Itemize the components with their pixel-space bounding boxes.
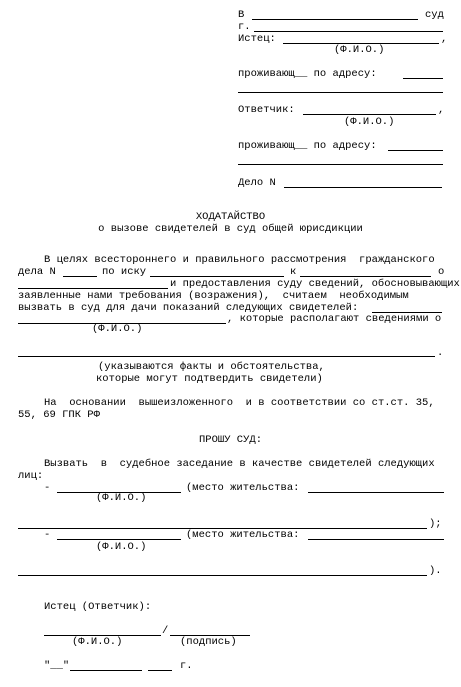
- court-prefix: В: [238, 9, 245, 21]
- defendant-address-label: проживающ__ по адресу:: [238, 140, 377, 152]
- signatory-label: Истец (Ответчик):: [44, 601, 152, 613]
- defendant-fio-hint: (Ф.И.О.): [344, 116, 395, 128]
- para1-line3: и предоставления суду сведений, обосновывающих: [170, 278, 460, 290]
- facts-field[interactable]: [18, 356, 435, 357]
- signature-hint: (подпись): [180, 636, 237, 648]
- plaintiff-label: Истец:: [238, 33, 276, 45]
- para1-case-label: дела N: [18, 266, 56, 278]
- para1-line4: заявленные нами требования (возражения), считаем необходимым: [18, 290, 409, 302]
- document-title: ХОДАТАЙСТВО: [195, 211, 266, 223]
- date-year-suffix: г.: [180, 660, 193, 672]
- para2-line2: 55, 69 ГПК РФ: [18, 409, 100, 421]
- plaintiff-address-field[interactable]: [403, 78, 443, 79]
- defendant-name-field[interactable]: [303, 114, 436, 115]
- plaintiff-address-field-2[interactable]: [238, 92, 443, 93]
- plaintiff-address-label: проживающ__ по адресу:: [238, 68, 377, 80]
- para1-claim-label: по иску: [102, 266, 147, 278]
- court-suffix: суд: [425, 9, 444, 21]
- request-title: ПРОШУ СУД:: [198, 434, 262, 446]
- facts-note-2: которые могут подтвердить свидетели): [96, 373, 323, 385]
- date-month-field[interactable]: [70, 670, 142, 671]
- facts-note-1: (указываются факты и обстоятельства,: [98, 361, 325, 373]
- claim-subject-field[interactable]: [18, 288, 168, 289]
- para1-line5: вызвать в суд для дачи показаний следующих свидетелей:: [18, 302, 359, 314]
- city-label: г.: [238, 21, 251, 33]
- witness-fio-hint: (Ф.И.О.): [92, 323, 143, 335]
- document-subtitle: о вызове свидетелей в суд общей юрисдикции: [98, 223, 363, 235]
- plaintiff-fio-hint: (Ф.И.О.): [334, 44, 385, 56]
- facts-end-dot: .: [437, 347, 444, 359]
- signatory-fio-hint: (Ф.И.О.): [72, 636, 123, 648]
- defendant-address-field-2[interactable]: [238, 164, 443, 165]
- claimant-field[interactable]: [150, 276, 284, 277]
- defendant-address-field[interactable]: [388, 150, 443, 151]
- para1-about-label: о: [438, 266, 445, 278]
- date-day-quote: "__": [44, 660, 70, 672]
- para1-line6: , которые располагают сведениями о: [227, 313, 442, 325]
- witness1-dash: -: [44, 482, 51, 494]
- case-no-field-2[interactable]: [63, 276, 97, 277]
- witness2-place-field[interactable]: [308, 539, 444, 540]
- witness2-fio-hint: (Ф.И.О.): [96, 541, 147, 553]
- witness2-place-label: (место жительства:: [186, 529, 300, 541]
- witness2-name-field[interactable]: [57, 539, 181, 540]
- para2-line1: На основании вышеизложенного и в соответствии со ст.ст. 35,: [44, 397, 435, 409]
- para1-against-label: к: [290, 266, 297, 278]
- witness1-place-label: (место жительства:: [186, 482, 300, 494]
- witness1-place-field[interactable]: [308, 492, 444, 493]
- city-field[interactable]: [254, 31, 443, 32]
- signature-slash: /: [162, 625, 169, 637]
- defendant-label: Ответчик:: [238, 104, 295, 116]
- respondent-field[interactable]: [300, 276, 431, 277]
- court-name-field[interactable]: [252, 19, 418, 20]
- witness1-fio-hint: (Ф.И.О.): [96, 492, 147, 504]
- request-line1: Вызвать в судебное заседание в качестве свидетелей следующих: [44, 458, 435, 470]
- witness1-close: );: [429, 518, 442, 530]
- date-year-field[interactable]: [148, 670, 172, 671]
- para1-line1: В целях всестороннего и правильного рассмотрения гражданского: [44, 254, 435, 266]
- request-line2: лиц:: [18, 470, 44, 482]
- case-number-label: Дело N: [238, 177, 276, 189]
- witness2-place-field-2[interactable]: [18, 575, 427, 576]
- witness2-close: ).: [429, 565, 442, 577]
- witness2-dash: -: [44, 529, 51, 541]
- case-number-field[interactable]: [284, 187, 442, 188]
